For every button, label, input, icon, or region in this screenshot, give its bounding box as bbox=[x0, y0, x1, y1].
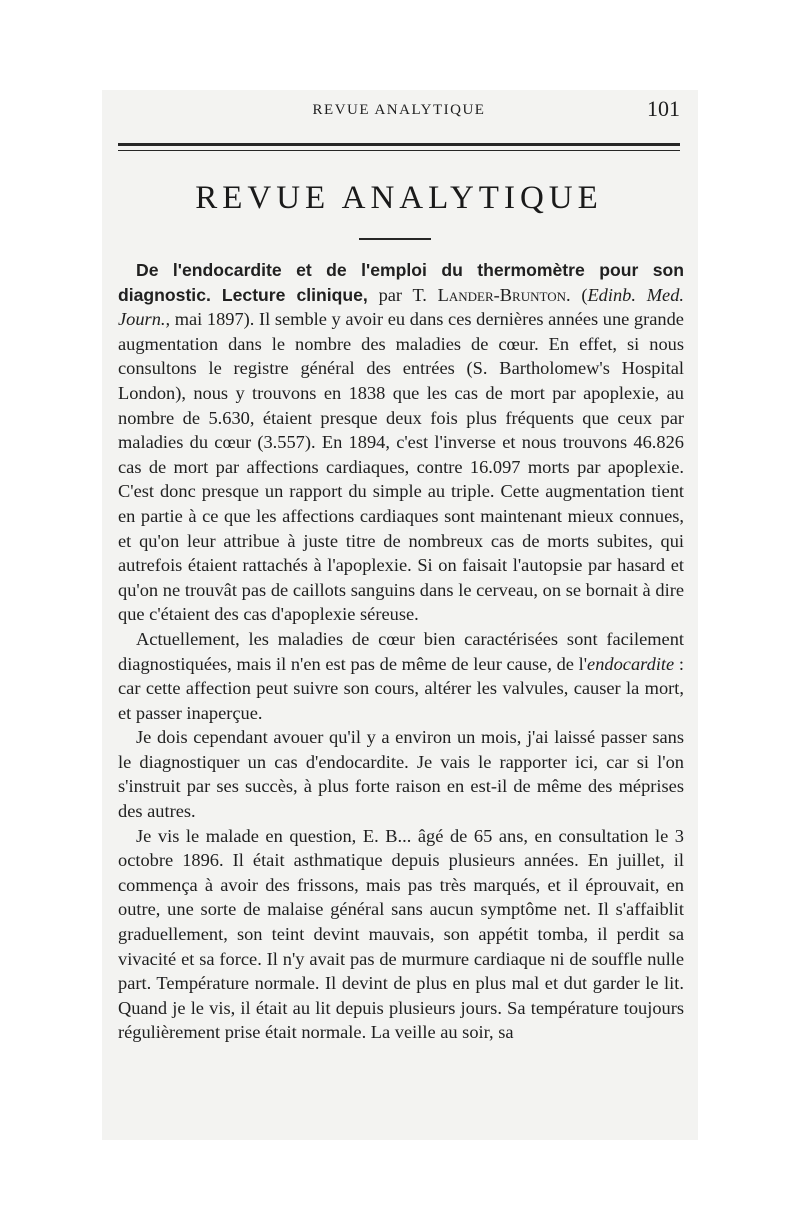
publication-date: mai 1897). bbox=[174, 309, 255, 330]
journal-name: Edinb. Med. Journ., bbox=[118, 284, 684, 330]
citation-open: ( bbox=[581, 284, 588, 305]
title-underline-rule bbox=[359, 238, 431, 240]
article-author: Lander-Brunton. bbox=[437, 284, 571, 305]
running-head-title: REVUE ANALYTIQUE bbox=[312, 102, 486, 118]
paragraph-intro bbox=[118, 258, 684, 627]
p2-end: : car cette affection peut suivre son cours, altérer les valvules, causer la mort, et passer inaperçue. bbox=[118, 653, 684, 723]
paragraph-2 bbox=[118, 627, 684, 725]
article-headline: De l'endocardite et de l'emploi du thermomètre pour son diagnostic. Lecture clinique, bbox=[118, 260, 684, 305]
running-head bbox=[118, 96, 680, 126]
p2-start: Actuellement, les maladies de cœur bien caractérisées sont facilement diagnostiquées, mais il n'en est pas de même de leur cause, de l' bbox=[118, 628, 684, 674]
header-rule-thin bbox=[118, 150, 680, 151]
section-title: REVUE ANALYTIQUE bbox=[195, 180, 603, 216]
p2-term: endocardite bbox=[587, 653, 675, 674]
paragraph-4: Je vis le malade en question, E. B... âgé de 65 ans, en consultation le 3 octobre 1896. Il était asthmatique depuis plusieurs années. En juillet, il commença à avoir des frissons, mais pas très marqués, et il éprouvait, en outre, une sorte de malaise général sans aucun symptôme net. Il s'affaiblit graduellement, son teint devint mauvais, son appétit tomba, il perdit sa vivacité et sa force. Il n'y avait pas de murmure cardiaque ni de souffle nulle part. Température normale. Il devint de plus en plus mal et dut garder le lit. Quand je le vis, il était au lit depuis plusieurs jours. Sa température toujours régulièrement prise était normale. La veille au soir, sa bbox=[118, 825, 684, 1043]
paragraph-3: Je dois cependant avouer qu'il y a environ un mois, j'ai laissé passer sans le diagnostiquer un cas d'endocardite. Je vais le rapporter ici, car si l'on s'instruit par ses succès, à plus forte raison en est-il de même des méprises des autres. bbox=[118, 727, 684, 822]
author-prefix: par T. bbox=[378, 284, 427, 305]
article-body bbox=[118, 258, 684, 1045]
intro-text: Il semble y avoir eu dans ces dernières années une grande augmentation dans le nombre des maladies de cœur. En effet, si nous consultons le registre général des entrées (S. Bartholomew's Hospital London), nous y trouvons en 1838 que les cas de mort par apoplexie, au nombre de 5.630, étaient presque deux fois plus fréquents que ceux par maladies du cœur (3.557). En 1894, c'est l'inverse et nous trouvons 46.826 cas de mort par affections cardiaques, contre 16.097 morts par apoplexie. C'est donc presque un rapport du simple au triple. Cette augmentation tient en partie à ce que les affections cardiaques sont maintenant mieux connues, et qu'on leur attribue à juste titre de nombreux cas de morts subites, qui autrefois étaient rattachés à l'apoplexie. Si on faisait l'autopsie par hasard et qu'on ne trouvât pas de caillots sanguins dans le cerveau, on se bornait à dire que c'étaient des cas d'apoplexie séreuse. bbox=[118, 309, 684, 625]
page-number: 101 bbox=[647, 96, 680, 121]
header-rule-thick bbox=[118, 143, 680, 146]
